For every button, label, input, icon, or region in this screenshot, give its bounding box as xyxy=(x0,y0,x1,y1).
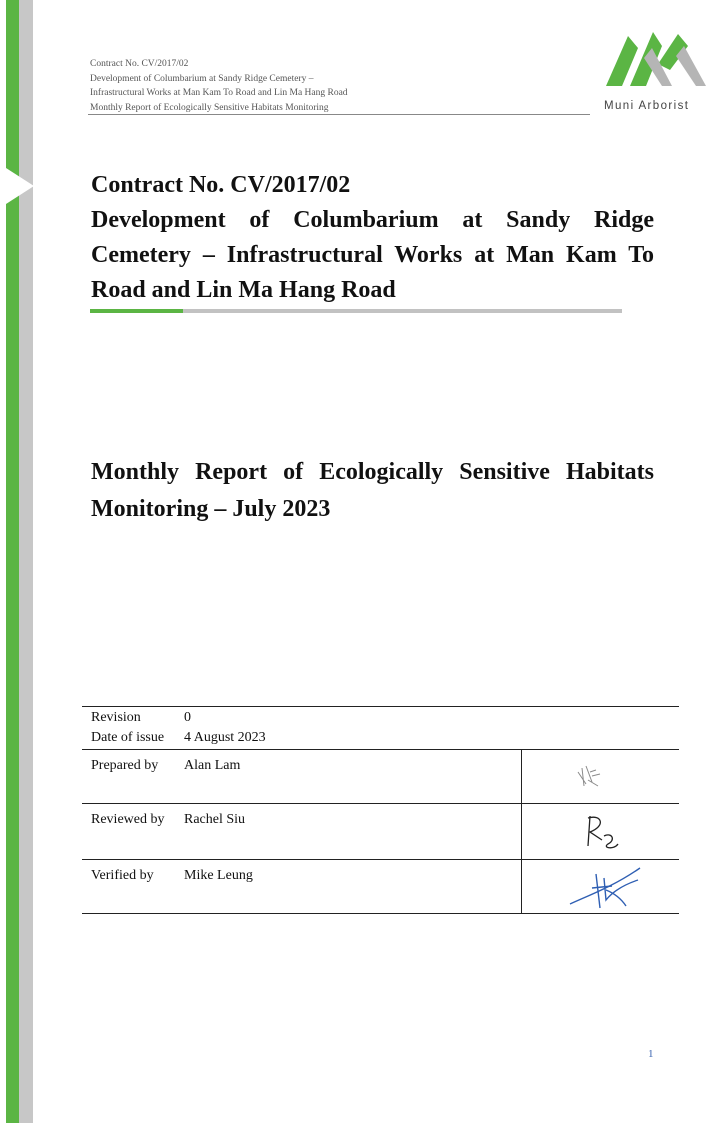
page-number: 1 xyxy=(648,1048,654,1060)
contract-title-line-1: Contract No. CV/2017/02 xyxy=(91,172,351,198)
document-info-table xyxy=(82,706,679,914)
sidebar-notch xyxy=(6,168,34,204)
title-rule-accent xyxy=(90,309,183,313)
date-value: 4 August 2023 xyxy=(184,730,266,745)
signature-icon xyxy=(522,804,680,859)
signature-icon xyxy=(522,750,680,803)
reviewed-value: Rachel Siu xyxy=(184,812,246,827)
contract-title xyxy=(91,168,654,308)
prepared-signature-cell xyxy=(521,750,680,803)
reviewed-row xyxy=(82,804,679,860)
header-line-1: Contract No. CV/2017/02 xyxy=(90,59,189,69)
verified-row xyxy=(82,860,679,914)
revision-label: Revision xyxy=(91,710,141,725)
prepared-row xyxy=(82,750,679,804)
verified-value: Mike Leung xyxy=(184,868,253,883)
header-line-4: Monthly Report of Ecologically Sensitive Habitats Monitoring xyxy=(90,102,329,113)
reviewed-label: Reviewed by xyxy=(91,812,165,827)
revision-row xyxy=(82,706,679,750)
reviewed-signature-cell xyxy=(521,804,680,859)
signature-icon xyxy=(522,860,680,913)
report-title: Monthly Report of Ecologically Sensitive Habitats Monitoring – July 2023 xyxy=(91,459,654,522)
logo-wordmark: Muni Arborist xyxy=(604,100,690,112)
verified-signature-cell xyxy=(521,860,680,913)
contract-title-description: Development of Columbarium at Sandy Ridge Cemetery – Infrastructural Works at Man Kam To Road and Lin Ma Hang Road xyxy=(91,207,654,303)
date-label: Date of issue xyxy=(91,730,165,745)
header-line-3: Infrastructural Works at Man Kam To Road and Lin Ma Hang Road xyxy=(90,88,348,98)
running-header xyxy=(90,57,590,115)
verified-label: Verified by xyxy=(91,868,154,883)
prepared-value: Alan Lam xyxy=(184,758,241,773)
header-line-2: Development of Columbarium at Sandy Ridge Cemetery – xyxy=(90,73,314,84)
header-rule xyxy=(88,114,590,115)
revision-value: 0 xyxy=(184,710,191,725)
prepared-label: Prepared by xyxy=(91,758,159,773)
